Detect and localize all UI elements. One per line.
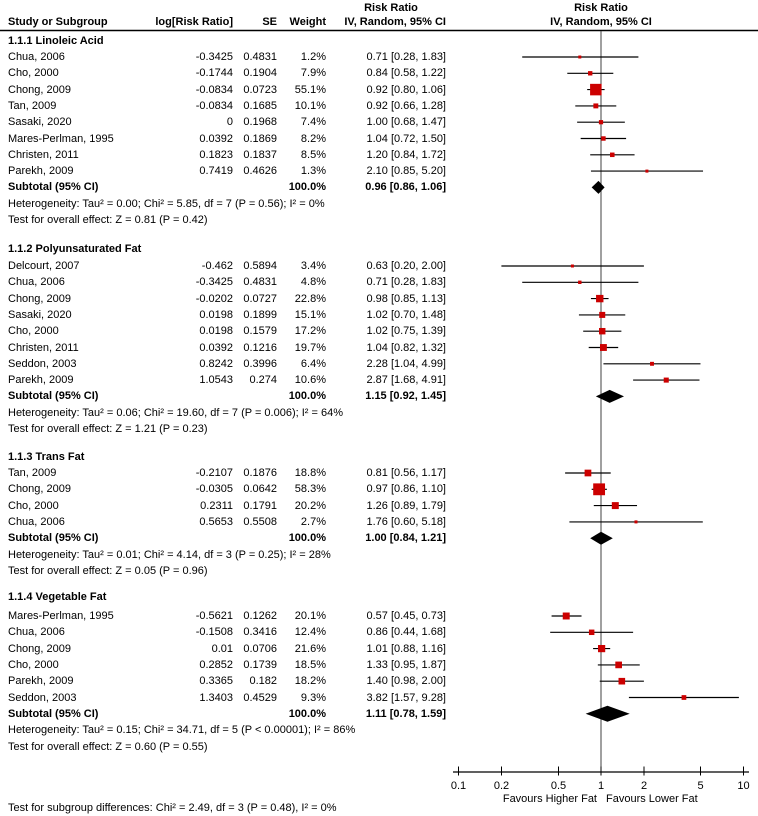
log-risk-ratio-value: 0.0392 xyxy=(199,341,233,354)
weight-value: 21.6% xyxy=(294,642,326,655)
effect-square xyxy=(599,312,605,318)
ci-estimate-text: 0.84 [0.58, 1.22] xyxy=(366,67,446,80)
log-risk-ratio-value: -0.5621 xyxy=(195,610,233,622)
weight-value: 19.7% xyxy=(294,341,326,354)
col-header-weight: Weight xyxy=(289,16,326,28)
heterogeneity-text: Heterogeneity: Tau² = 0.15; Chi² = 34.71, df = 5 (P < 0.00001); I² = 86% xyxy=(8,724,356,737)
study-name: Parekh, 2009 xyxy=(8,374,74,387)
study-name: Chong, 2009 xyxy=(8,642,71,655)
weight-value: 17.2% xyxy=(294,325,326,338)
effect-square xyxy=(593,103,598,108)
study-name: Christen, 2011 xyxy=(8,148,79,161)
study-name: Tan, 2009 xyxy=(8,467,57,479)
col-header-se: SE xyxy=(262,16,277,28)
weight-value: 3.4% xyxy=(300,260,326,272)
subtotal-weight: 100.0% xyxy=(288,390,326,403)
subtotal-diamond xyxy=(586,706,630,722)
heterogeneity-text: Heterogeneity: Tau² = 0.00; Chi² = 5.85, df = 7 (P = 0.56); I² = 0% xyxy=(8,198,325,210)
effect-square xyxy=(596,295,603,302)
effect-square xyxy=(610,153,615,158)
effect-square xyxy=(645,170,648,173)
study-name: Tan, 2009 xyxy=(8,99,57,112)
ci-estimate-text: 0.81 [0.56, 1.17] xyxy=(366,467,446,479)
weight-value: 22.8% xyxy=(294,292,326,305)
subtotal-weight: 100.0% xyxy=(288,532,326,545)
x-tick-label: 0.5 xyxy=(550,780,567,792)
effect-square xyxy=(664,378,669,383)
log-risk-ratio-value: 0.5653 xyxy=(199,515,233,528)
se-value: 0.1791 xyxy=(243,499,277,512)
heterogeneity-text: Heterogeneity: Tau² = 0.06; Chi² = 19.60, df = 7 (P = 0.006); I² = 64% xyxy=(8,407,343,419)
effect-square xyxy=(599,328,605,334)
overall-effect-text: Test for overall effect: Z = 1.21 (P = 0.23) xyxy=(8,423,208,436)
favours-right-label: Favours Lower Fat xyxy=(606,793,698,805)
overall-effect-text: Test for overall effect: Z = 0.05 (P = 0.96) xyxy=(8,565,208,578)
weight-value: 8.5% xyxy=(300,148,326,161)
col-header-study: Study or Subgroup xyxy=(8,16,108,28)
se-value: 0.182 xyxy=(249,675,277,688)
log-risk-ratio-value: -0.0305 xyxy=(195,483,233,496)
study-name: Sasaki, 2020 xyxy=(8,308,72,321)
ci-estimate-text: 1.26 [0.89, 1.79] xyxy=(366,499,446,512)
se-value: 0.5894 xyxy=(243,260,277,272)
ci-estimate-text: 0.57 [0.45, 0.73] xyxy=(366,610,446,622)
study-name: Christen, 2011 xyxy=(8,341,79,354)
se-value: 0.1869 xyxy=(243,132,277,145)
weight-value: 4.8% xyxy=(300,276,326,289)
effect-square xyxy=(598,645,605,652)
study-name: Chong, 2009 xyxy=(8,483,71,496)
se-value: 0.1579 xyxy=(243,325,277,338)
effect-title-right: Risk Ratio xyxy=(574,2,628,14)
effect-square xyxy=(682,695,687,700)
se-value: 0.3416 xyxy=(243,626,277,639)
study-name: Cho, 2000 xyxy=(8,658,59,671)
effect-square xyxy=(599,120,603,124)
ci-estimate-text: 0.92 [0.80, 1.06] xyxy=(366,83,446,96)
se-value: 0.5508 xyxy=(243,515,277,528)
study-name: Parekh, 2009 xyxy=(8,165,74,178)
favours-left-label: Favours Higher Fat xyxy=(502,793,597,805)
x-tick-label: 5 xyxy=(697,780,704,792)
subgroup-heading: 1.1.1 Linoleic Acid xyxy=(8,35,104,47)
weight-value: 20.1% xyxy=(294,610,326,622)
log-risk-ratio-value: 1.0543 xyxy=(199,374,233,387)
study-name: Cho, 2000 xyxy=(8,499,59,512)
se-value: 0.4626 xyxy=(243,165,277,178)
se-value: 0.1685 xyxy=(243,99,277,112)
effect-square xyxy=(585,470,592,477)
study-name: Chong, 2009 xyxy=(8,83,71,96)
ci-estimate-text: 1.01 [0.88, 1.16] xyxy=(366,642,446,655)
se-value: 0.1739 xyxy=(243,658,277,671)
col-header-log-risk-ratio: log[Risk Ratio] xyxy=(155,16,233,28)
log-risk-ratio-value: 0 xyxy=(226,116,233,129)
subtotal-label: Subtotal (95% CI) xyxy=(8,181,99,194)
se-value: 0.3996 xyxy=(243,357,277,370)
log-risk-ratio-value: -0.0834 xyxy=(195,83,233,96)
subtotal-diamond xyxy=(590,532,613,545)
log-risk-ratio-value: -0.2107 xyxy=(195,467,233,479)
weight-value: 6.4% xyxy=(300,357,326,370)
x-tick-label: 10 xyxy=(737,780,750,792)
ci-estimate-text: 1.40 [0.98, 2.00] xyxy=(366,675,446,688)
ci-estimate-text: 1.33 [0.95, 1.87] xyxy=(366,658,446,671)
study-name: Mares-Perlman, 1995 xyxy=(8,610,114,622)
ci-estimate-text: 0.86 [0.44, 1.68] xyxy=(366,626,446,639)
weight-value: 2.7% xyxy=(300,515,326,528)
ci-estimate-text: 1.00 [0.68, 1.47] xyxy=(366,116,446,129)
ci-estimate-text: 0.71 [0.28, 1.83] xyxy=(366,276,446,289)
se-value: 0.1899 xyxy=(243,308,277,321)
effect-square xyxy=(588,71,592,75)
log-risk-ratio-value: 0.2852 xyxy=(199,658,233,671)
se-value: 0.1968 xyxy=(243,116,277,129)
se-value: 0.0727 xyxy=(243,292,277,305)
x-tick-label: 1 xyxy=(597,780,605,792)
log-risk-ratio-value: 0.3365 xyxy=(199,675,233,688)
x-tick-label: 0.1 xyxy=(450,780,467,792)
weight-value: 58.3% xyxy=(294,483,326,496)
study-name: Cho, 2000 xyxy=(8,325,59,338)
se-value: 0.1837 xyxy=(243,148,277,161)
weight-value: 18.2% xyxy=(294,675,326,688)
ci-estimate-text: 1.20 [0.84, 1.72] xyxy=(366,148,446,161)
subtotal-label: Subtotal (95% CI) xyxy=(8,532,99,545)
log-risk-ratio-value: -0.0202 xyxy=(195,292,233,305)
subtotal-weight: 100.0% xyxy=(288,181,326,194)
se-value: 0.0706 xyxy=(243,642,277,655)
subgroup-heading: 1.1.3 Trans Fat xyxy=(8,451,85,463)
ci-estimate-text: 2.28 [1.04, 4.99] xyxy=(366,357,446,370)
se-value: 0.1216 xyxy=(243,341,277,354)
study-name: Sasaki, 2020 xyxy=(8,116,72,129)
weight-value: 8.2% xyxy=(300,132,326,145)
study-name: Cho, 2000 xyxy=(8,67,59,80)
study-name: Chua, 2006 xyxy=(8,626,65,639)
subtotal-estimate: 1.11 [0.78, 1.59] xyxy=(365,707,446,720)
effect-square xyxy=(563,613,570,620)
x-tick-label: 0.2 xyxy=(493,780,510,792)
se-value: 0.274 xyxy=(249,374,277,387)
weight-value: 1.2% xyxy=(300,51,326,63)
effect-title-left: Risk Ratio xyxy=(364,2,418,14)
weight-value: 7.4% xyxy=(300,116,326,129)
weight-value: 18.8% xyxy=(294,467,326,479)
effect-subtitle-right: IV, Random, 95% CI xyxy=(550,16,652,28)
log-risk-ratio-value: -0.1744 xyxy=(195,67,233,80)
effect-square xyxy=(650,362,654,366)
se-value: 0.4831 xyxy=(243,51,277,63)
log-risk-ratio-value: 0.0198 xyxy=(199,308,233,321)
weight-value: 20.2% xyxy=(294,499,326,512)
effect-square xyxy=(593,483,605,495)
effect-square xyxy=(571,265,574,268)
study-name: Chua, 2006 xyxy=(8,276,65,289)
subtotal-estimate: 1.15 [0.92, 1.45] xyxy=(365,390,446,403)
overall-effect-text: Test for overall effect: Z = 0.60 (P = 0.55) xyxy=(8,740,208,753)
ci-estimate-text: 1.76 [0.60, 5.18] xyxy=(366,515,446,528)
effect-square xyxy=(601,136,605,140)
log-risk-ratio-value: 0.2311 xyxy=(200,499,233,512)
subtotal-estimate: 0.96 [0.86, 1.06] xyxy=(365,181,446,194)
ci-estimate-text: 0.92 [0.66, 1.28] xyxy=(366,99,446,112)
ci-estimate-text: 1.04 [0.72, 1.50] xyxy=(366,132,446,145)
log-risk-ratio-value: -0.3425 xyxy=(195,51,233,63)
ci-estimate-text: 0.98 [0.85, 1.13] xyxy=(366,292,446,305)
log-risk-ratio-value: 1.3403 xyxy=(199,691,233,704)
study-name: Seddon, 2003 xyxy=(8,357,77,370)
log-risk-ratio-value: -0.3425 xyxy=(195,276,233,289)
heterogeneity-text: Heterogeneity: Tau² = 0.01; Chi² = 4.14, df = 3 (P = 0.25); I² = 28% xyxy=(8,548,331,561)
log-risk-ratio-value: 0.0198 xyxy=(199,325,233,338)
weight-value: 10.1% xyxy=(294,99,326,112)
se-value: 0.0642 xyxy=(243,483,277,496)
ci-estimate-text: 2.10 [0.85, 5.20] xyxy=(366,165,446,178)
weight-value: 15.1% xyxy=(294,308,326,321)
ci-estimate-text: 0.97 [0.86, 1.10] xyxy=(366,483,446,496)
subgroup-heading: 1.1.2 Polyunsaturated Fat xyxy=(8,243,142,255)
x-tick-label: 2 xyxy=(640,780,648,792)
effect-square xyxy=(589,630,594,635)
se-value: 0.0723 xyxy=(243,83,277,96)
study-name: Delcourt, 2007 xyxy=(8,260,80,272)
effect-square xyxy=(578,281,581,284)
log-risk-ratio-value: 0.0392 xyxy=(199,132,233,145)
se-value: 0.1876 xyxy=(243,467,277,479)
weight-value: 55.1% xyxy=(294,83,326,96)
se-value: 0.4529 xyxy=(243,691,277,704)
subgroup-heading: 1.1.4 Vegetable Fat xyxy=(8,591,107,603)
weight-value: 12.4% xyxy=(294,626,326,639)
effect-square xyxy=(612,502,619,509)
log-risk-ratio-value: 0.01 xyxy=(211,642,233,655)
log-risk-ratio-value: -0.1508 xyxy=(195,626,233,639)
effect-square xyxy=(600,344,607,351)
subtotal-label: Subtotal (95% CI) xyxy=(8,390,99,403)
ci-estimate-text: 0.71 [0.28, 1.83] xyxy=(366,51,446,63)
col-header-ci: IV, Random, 95% CI xyxy=(344,16,446,28)
weight-value: 7.9% xyxy=(300,67,326,80)
study-name: Seddon, 2003 xyxy=(8,691,77,704)
log-risk-ratio-value: 0.8242 xyxy=(199,357,233,370)
subtotal-diamond xyxy=(596,390,624,403)
ci-estimate-text: 2.87 [1.68, 4.91] xyxy=(366,374,446,387)
ci-estimate-text: 1.04 [0.82, 1.32] xyxy=(366,341,446,354)
weight-value: 1.3% xyxy=(300,165,326,178)
study-name: Parekh, 2009 xyxy=(8,675,74,688)
overall-effect-text: Test for overall effect: Z = 0.81 (P = 0.42) xyxy=(8,214,208,227)
effect-square xyxy=(590,84,602,96)
ci-estimate-text: 1.02 [0.75, 1.39] xyxy=(366,325,446,338)
effect-square xyxy=(619,678,626,685)
log-risk-ratio-value: -0.462 xyxy=(201,260,233,272)
log-risk-ratio-value: 0.7419 xyxy=(199,165,233,178)
study-name: Mares-Perlman, 1995 xyxy=(8,132,114,145)
study-name: Chua, 2006 xyxy=(8,515,65,528)
effect-square xyxy=(615,662,622,669)
ci-estimate-text: 1.02 [0.70, 1.48] xyxy=(366,308,446,321)
study-name: Chong, 2009 xyxy=(8,292,71,305)
se-value: 0.1262 xyxy=(243,610,277,622)
subtotal-label: Subtotal (95% CI) xyxy=(8,707,99,720)
subgroup-difference-test: Test for subgroup differences: Chi² = 2.49, df = 3 (P = 0.48), I² = 0% xyxy=(8,802,337,814)
plot-marks xyxy=(501,56,738,722)
weight-value: 9.3% xyxy=(300,691,326,704)
subtotal-diamond xyxy=(592,181,605,194)
ci-estimate-text: 0.63 [0.20, 2.00] xyxy=(366,260,446,272)
se-value: 0.4831 xyxy=(243,276,277,289)
effect-square xyxy=(578,56,581,59)
se-value: 0.1904 xyxy=(243,67,277,80)
log-risk-ratio-value: 0.1823 xyxy=(199,148,233,161)
ci-estimate-text: 3.82 [1.57, 9.28] xyxy=(366,691,446,704)
subtotal-weight: 100.0% xyxy=(288,707,326,720)
weight-value: 10.6% xyxy=(294,374,326,387)
study-name: Chua, 2006 xyxy=(8,51,65,63)
weight-value: 18.5% xyxy=(294,658,326,671)
subtotal-estimate: 1.00 [0.84, 1.21] xyxy=(365,532,446,545)
effect-square xyxy=(634,520,637,523)
log-risk-ratio-value: -0.0834 xyxy=(195,99,233,112)
